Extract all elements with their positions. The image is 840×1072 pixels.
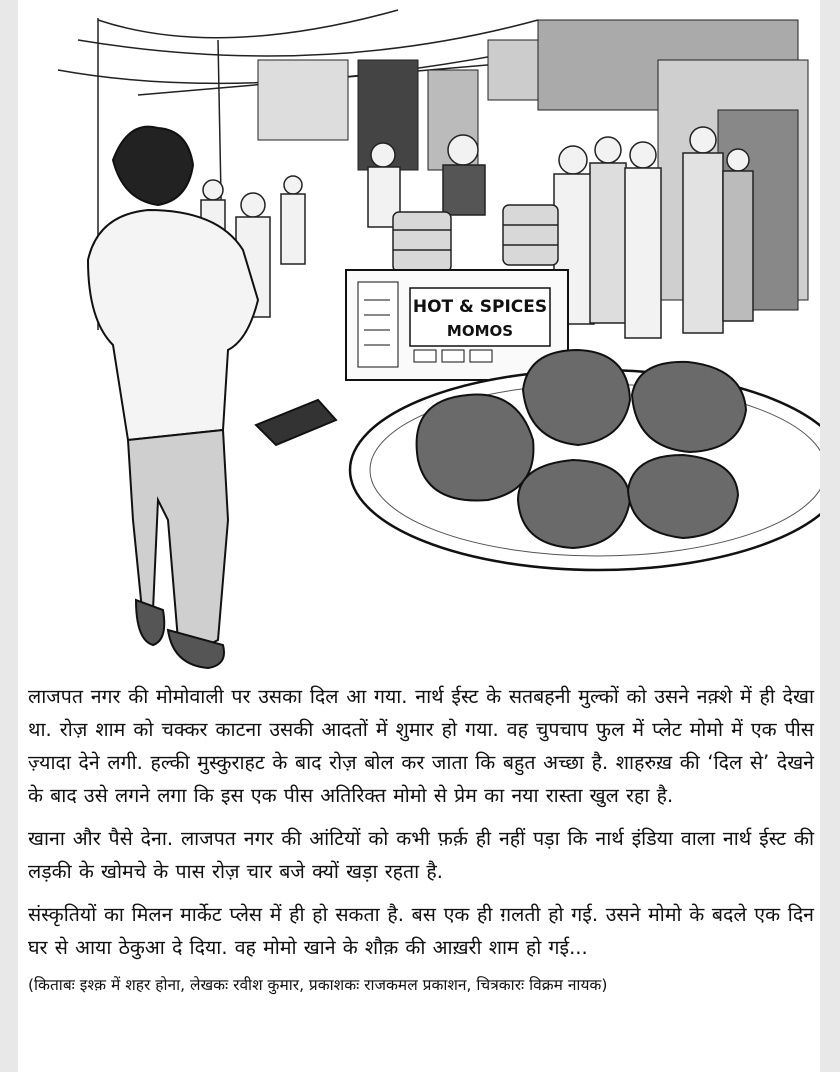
drain-grate (256, 400, 336, 445)
book-credit-caption: (किताबः इश्क़ में शहर होना, लेखकः रवीश कुमार, प्रकाशकः राजकमल प्रकाशन, चित्रकारः विक्रम नायक) (28, 976, 608, 994)
market-illustration (18, 0, 820, 676)
momo-plate (350, 350, 820, 570)
paragraph-2: खाना और पैसे देना. लाजपत नगर की आंटियों को कभी फ़र्क़ ही नहीं पड़ा कि नार्थ इंडिया वाला नार्थ ईस्ट की लड़की के खोमचे के पास रोज़ चार बजे क्यों खड़ा रहता है. (28, 827, 814, 883)
story-text (28, 680, 814, 996)
stall-sign-line2: MOMOS (446, 322, 514, 340)
page (18, 0, 820, 1072)
paragraph-3: संस्कृतियों का मिलन मार्केट प्लेस में ही हो सकता है. बस एक ही ग़लती हो गई. उसने मोमो के बदले एक दिन घर से आया ठेकुआ दे दिया. वह मोमो खाने के शौक़ की आख़री शाम हो गई... (28, 903, 814, 959)
paragraph-1: लाजपत नगर की मोमोवाली पर उसका दिल आ गया. नार्थ ईस्ट के सतबहनी मुल्कों को उसने नक़्शे में ही देखा था. रोज़ शाम को चक्कर काटना उसकी आदतों में शुमार हो गया. वह चुपचाप फुल में प्लेट मोमो में एक पीस ज़्यादा देने लगी. हल्की मुस्कुराहट के बाद रोज़ बोल कर जाता कि बहुत अच्छा है. शाहरुख़ की ‘दिल से’ देखने के बाद उसे लगने लगा कि इस एक पीस अतिरिक्त मोमो से प्रेम का नया रास्ता खुल रहा है. (28, 685, 814, 807)
stall-sign-line1: HOT & SPICES (412, 297, 548, 317)
man-from-behind (88, 127, 258, 668)
momo-stall-drawing (18, 0, 820, 676)
